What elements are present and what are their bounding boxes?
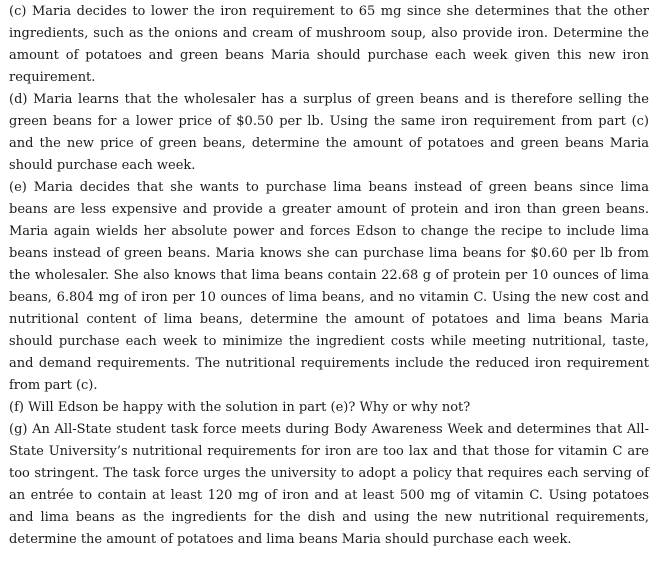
part-text-d: Maria learns that the wholesaler has a surplus of green beans and is therefore selling the green beans for a lower price of $0.50 per lb. Using the same iron requirement from part (c) and the new price of green beans, determine the amount of potatoes and green beans Maria should purchase each week. bbox=[9, 92, 650, 173]
part-label-e: (e) bbox=[9, 180, 27, 195]
paragraph-part-c bbox=[9, 1, 649, 89]
part-label-g: (g) bbox=[9, 422, 28, 437]
part-label-d: (d) bbox=[9, 92, 28, 107]
part-label-c: (c) bbox=[9, 4, 27, 19]
paragraph-part-d bbox=[9, 89, 649, 177]
part-text-g: An All-State student task force meets during Body Awareness Week and determines that All-State University’s nutritional requirements for iron are too lax and that those for vitamin C are too stringent. The task force urges the university to adopt a policy that requires each serving of an entrée to contain at least 120 mg of iron and at least 500 mg of vitamin C. Using potatoes and lima beans as the ingredients for the dish and using the new nutritional requirements, determine the amount of potatoes and lima beans Maria should purchase each week. bbox=[9, 422, 649, 547]
part-label-f: (f) bbox=[9, 400, 24, 415]
paragraph-part-f bbox=[9, 397, 649, 419]
paragraph-part-e bbox=[9, 177, 649, 397]
paragraph-part-g bbox=[9, 419, 649, 551]
part-text-e: Maria decides that she wants to purchase lima beans instead of green beans since lima beans are less expensive and provide a greater amount of protein and iron than green beans. Maria again wields her absolute power and forces Edson to change the recipe to include lima beans instead of green beans. Maria knows she can purchase lima beans for $0.60 per lb from the wholesaler. She also knows that lima beans contain 22.68 g of protein per 10 ounces of lima beans, 6.804 mg of iron per 10 ounces of lima beans, and no vitamin C. Using the new cost and nutritional content of lima beans, determine the amount of potatoes and lima beans Maria should purchase each week to minimize the ingredient costs while meeting nutritional, taste, and demand requirements. The nutritional requirements include the reduced iron requirement from part (c). bbox=[9, 180, 649, 393]
part-text-c: Maria decides to lower the iron requirement to 65 mg since she determines that the other ingredients, such as the onions and cream of mushroom soup, also provide iron. Determine the amount of potatoes and green beans Maria should purchase each week given this new iron requirement. bbox=[9, 4, 649, 85]
part-text-f: Will Edson be happy with the solution in part (e)? Why or why not? bbox=[28, 400, 471, 415]
